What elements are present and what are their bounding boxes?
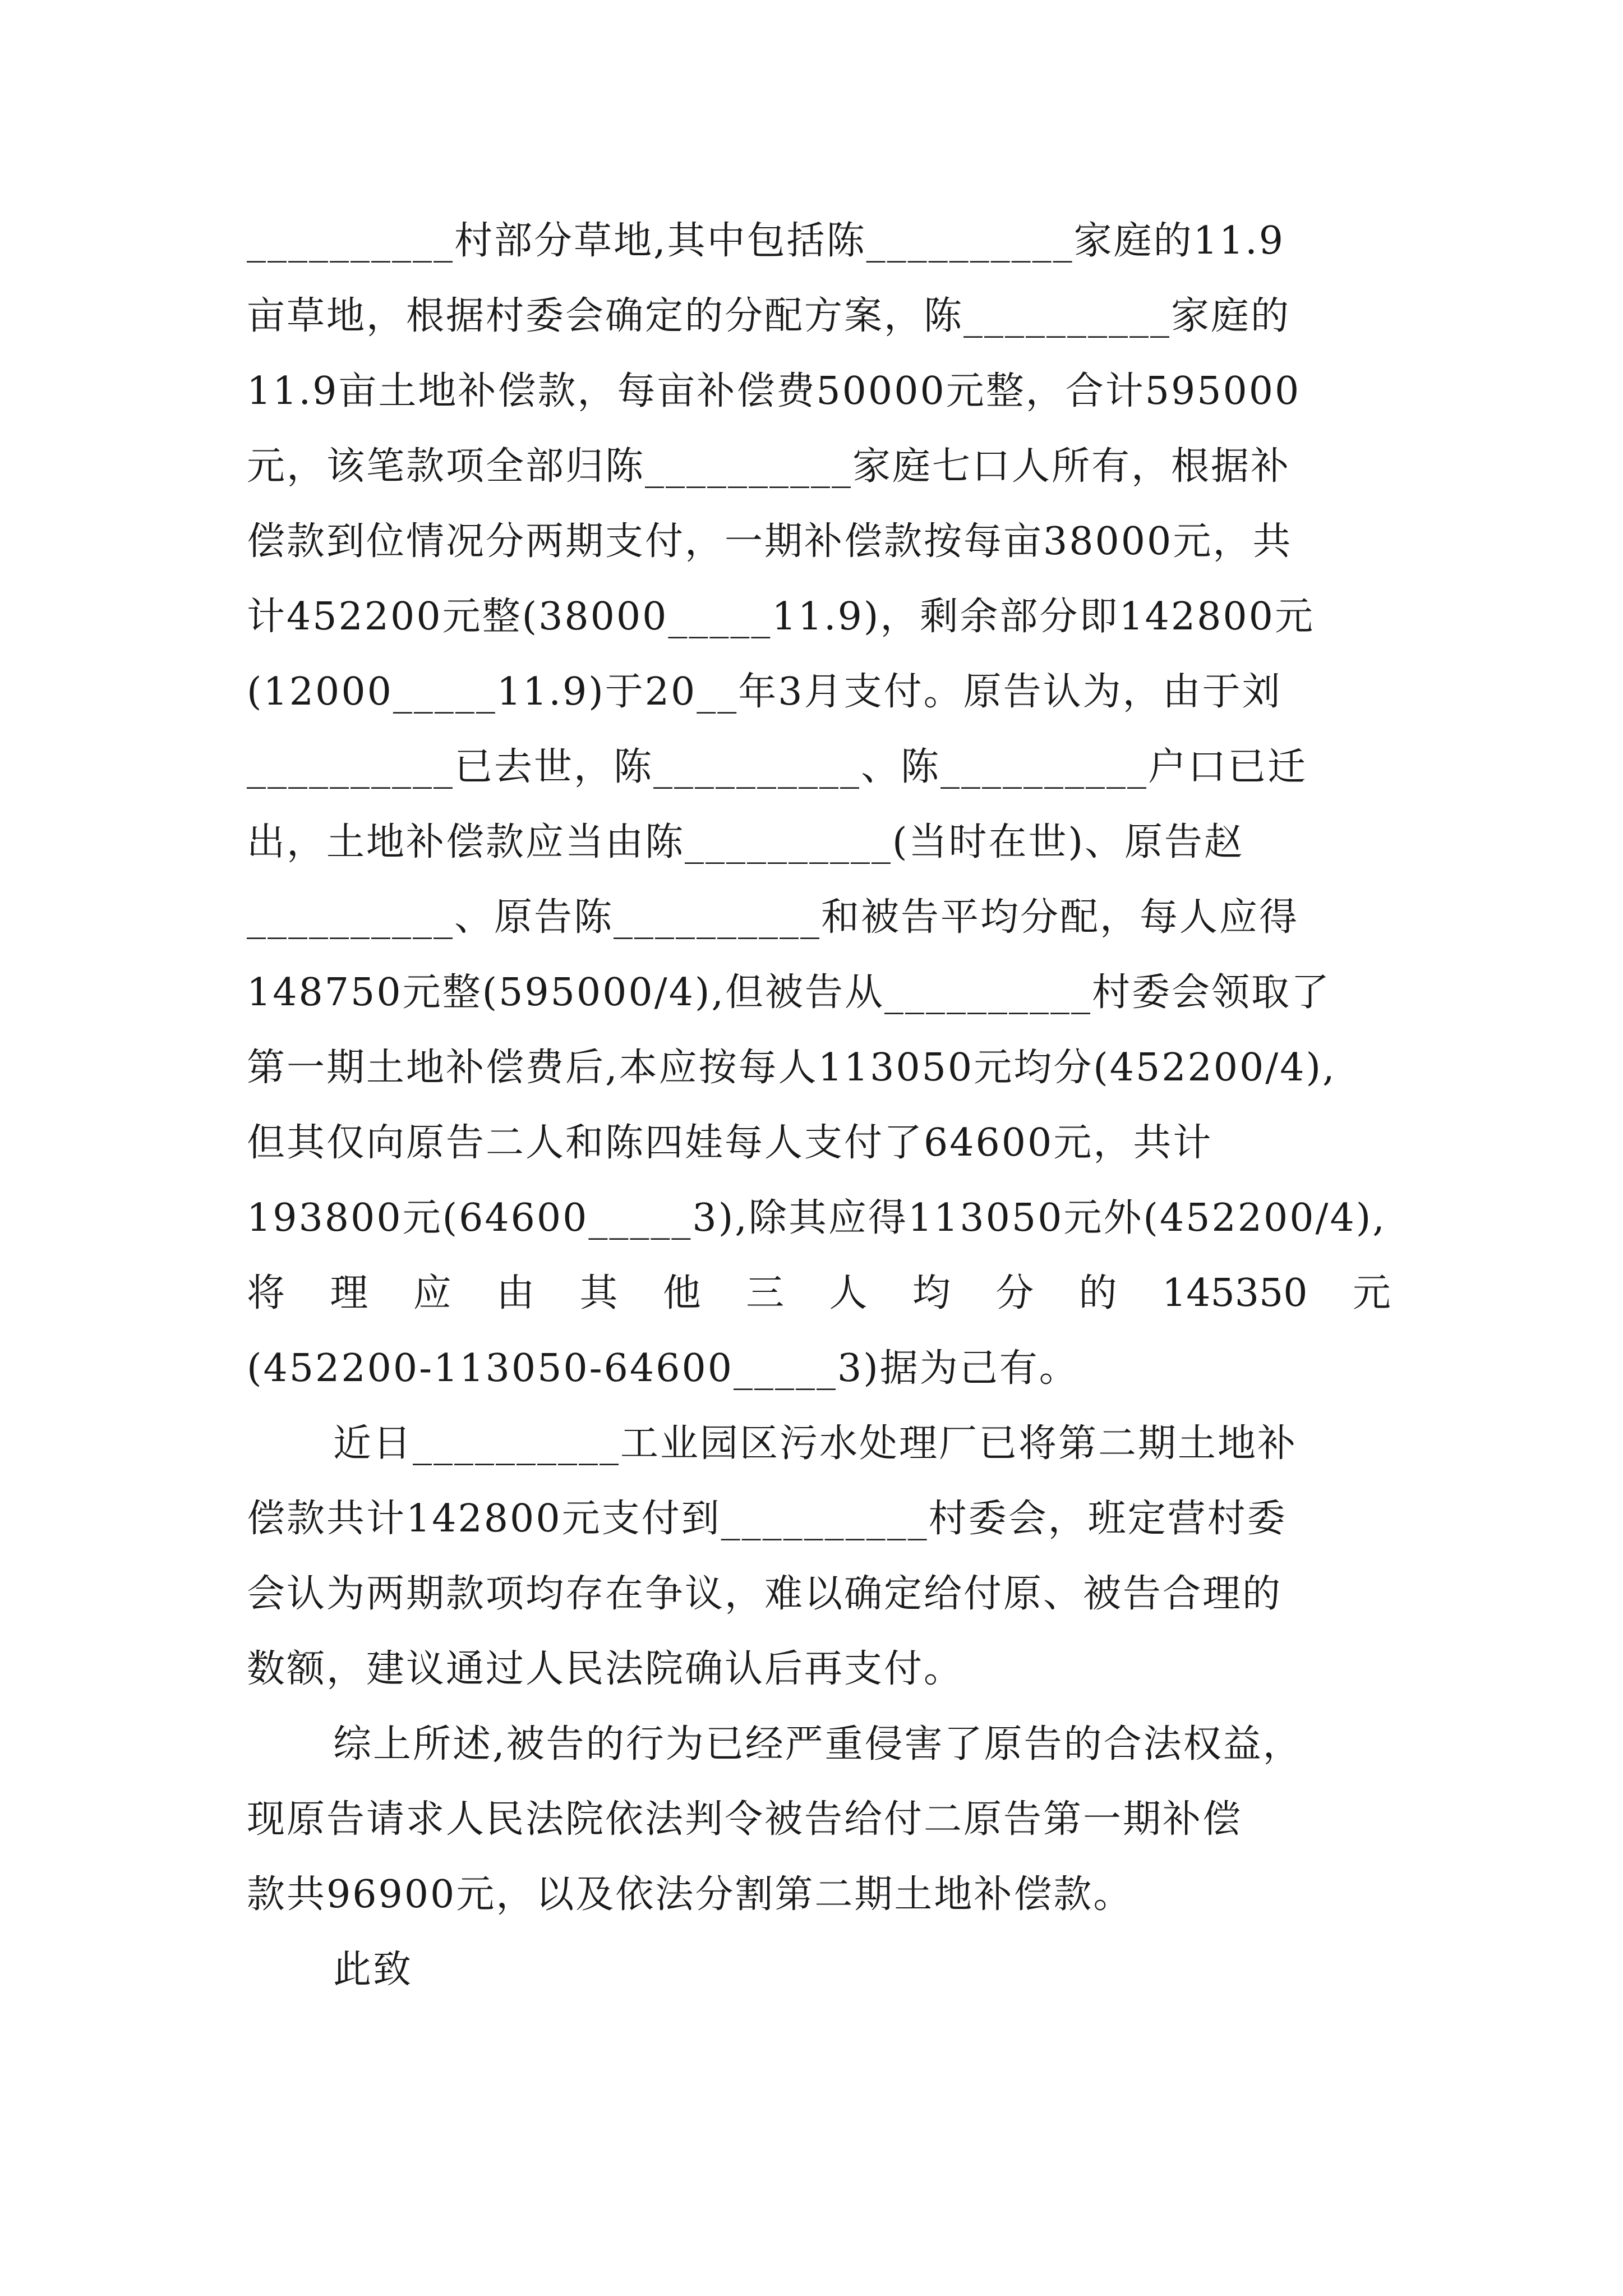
justified-text-line: [247, 1266, 1391, 1322]
text-line: 偿款到位情况分两期支付，一期补偿款按每亩38000元，共: [247, 519, 1293, 564]
text-line: 亩草地，根据村委会确定的分配方案，陈__________家庭的: [247, 294, 1291, 338]
text-line: __________村部分草地,其中包括陈__________家庭的11.9: [247, 219, 1285, 263]
closing-salutation: 此致: [333, 1948, 413, 1992]
text-line: 会认为两期款项均存在争议，难以确定给付原、被告合理的: [247, 1572, 1283, 1616]
text-segment: 的: [1078, 1271, 1117, 1315]
text-segment: 他: [662, 1271, 701, 1315]
text-segment: 元: [1352, 1271, 1391, 1315]
text-segment: 人: [829, 1271, 868, 1315]
text-line: 出，土地补偿款应当由陈__________(当时在世)、原告赵: [247, 820, 1244, 864]
text-line: 11.9亩土地补偿款，每亩补偿费50000元整，合计595000: [247, 369, 1301, 413]
text-line: 偿款共计142800元支付到__________村委会，班定营村委: [247, 1497, 1287, 1541]
text-line: __________已去世，陈__________、陈__________户口已迁: [247, 745, 1308, 789]
text-line: 现原告请求人民法院依法判令被告给付二原告第一期补偿: [247, 1797, 1243, 1842]
text-line: 计452200元整(38000_____11.9)，剩余部分即142800元: [247, 595, 1315, 639]
text-line: 但其仅向原告二人和陈四娃每人支付了64600元，共计: [247, 1121, 1213, 1165]
text-line: 148750元整(595000/4),但被告从__________村委会领取了: [247, 970, 1331, 1015]
text-line: 元，该笔款项全部归陈__________家庭七口人所有，根据补: [247, 444, 1291, 489]
text-segment: 由: [496, 1271, 535, 1315]
text-line: 第一期土地补偿费后,本应按每人113050元均分(452200/4),: [247, 1046, 1336, 1090]
text-segment: 其: [579, 1271, 618, 1315]
text-line: __________、原告陈__________和被告平均分配，每人应得: [247, 895, 1299, 940]
text-line: (12000_____11.9)于20__年3月支付。原告认为，由于刘: [247, 670, 1282, 714]
text-segment: 应: [413, 1271, 451, 1315]
text-segment: 将: [247, 1271, 285, 1315]
paragraph-first-line: 综上所述,被告的行为已经严重侵害了原告的合法权益，: [333, 1722, 1303, 1766]
text-segment: 三: [746, 1271, 785, 1315]
text-line: 款共96900元，以及依法分割第二期土地补偿款。: [247, 1872, 1133, 1917]
text-line: 数额，建议通过人民法院确认后再支付。: [247, 1647, 964, 1691]
paragraph-first-line: 近日__________工业园区污水处理厂已将第二期土地补: [333, 1421, 1298, 1466]
text-segment: 均: [912, 1271, 951, 1315]
text-segment: 理: [330, 1271, 368, 1315]
text-segment: 145350: [1161, 1271, 1308, 1315]
text-segment: 分: [995, 1271, 1034, 1315]
text-line: 193800元(64600_____3),除其应得113050元外(452200/4),: [247, 1196, 1386, 1240]
text-line: (452200-113050-64600_____3)据为己有。: [247, 1346, 1079, 1391]
